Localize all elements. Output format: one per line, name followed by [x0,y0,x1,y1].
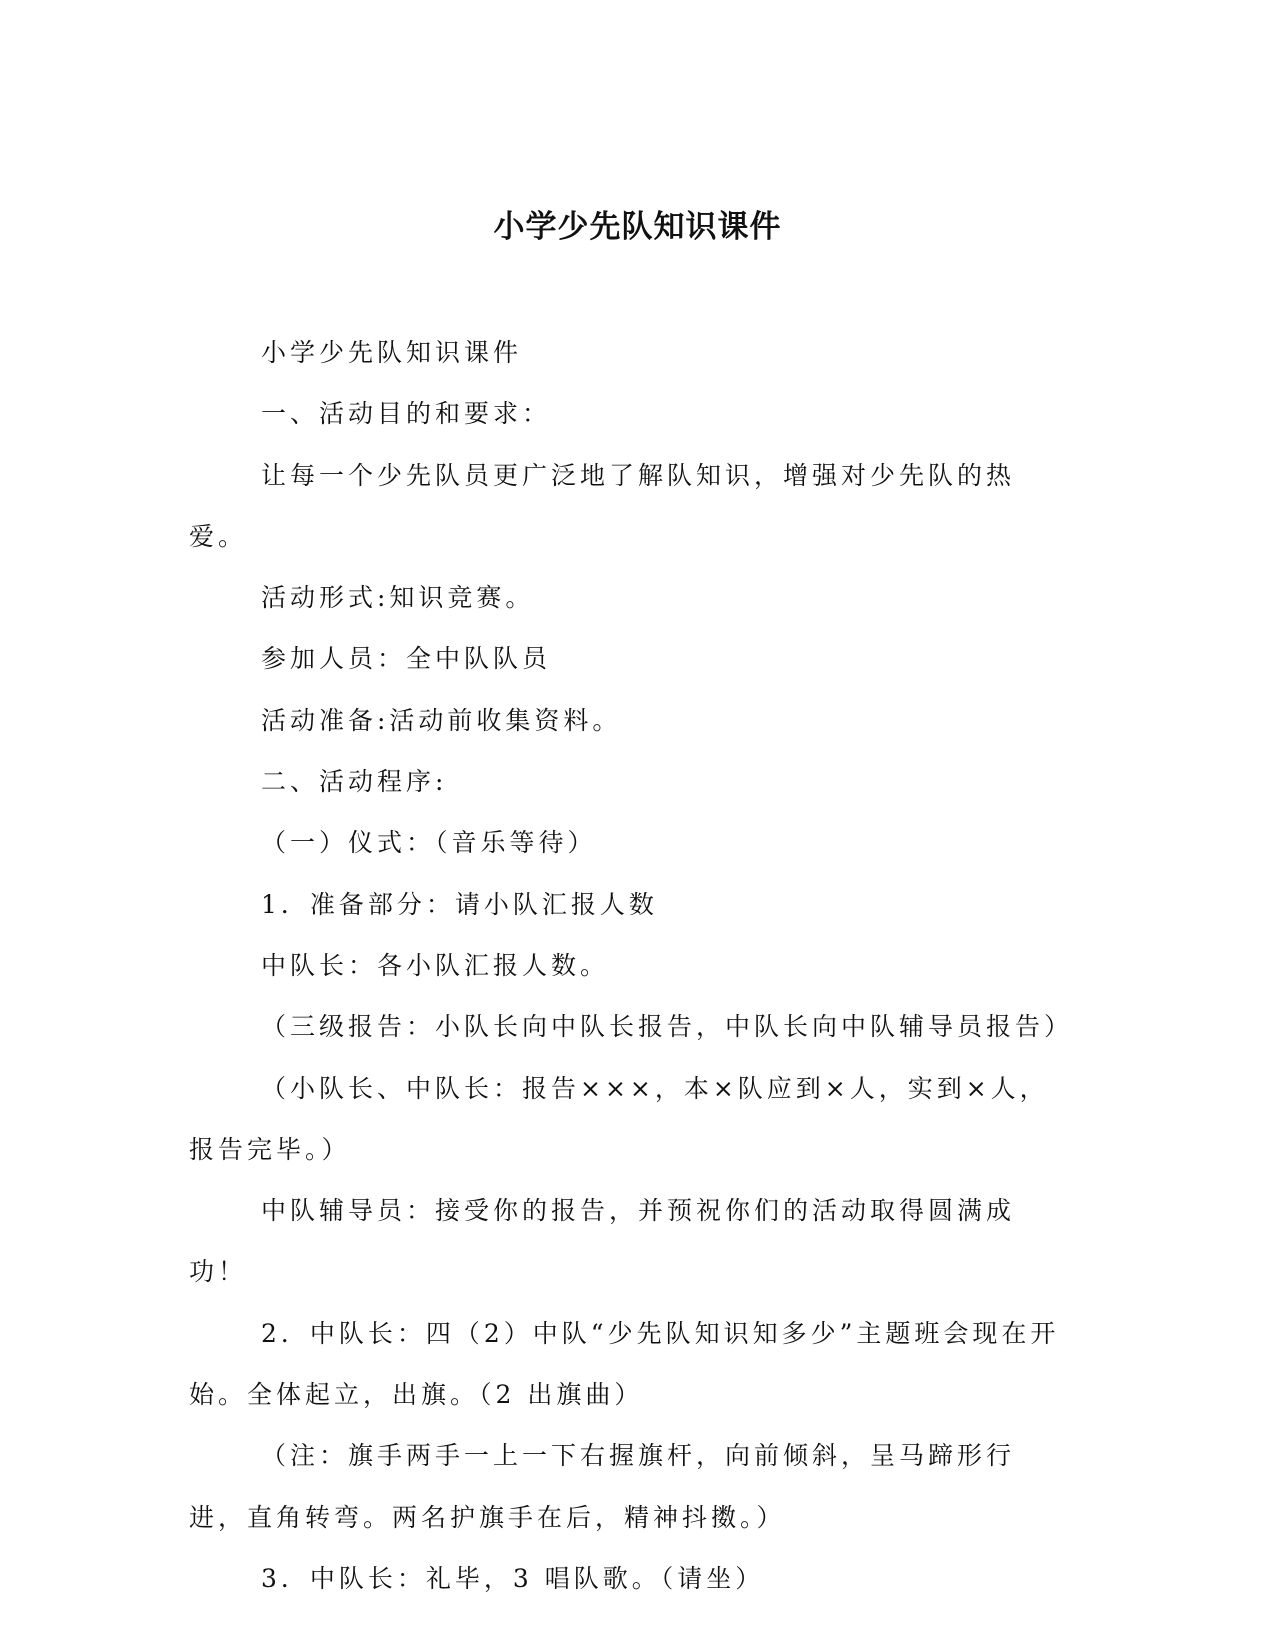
paragraph-ceremony: （一）仪式：（音乐等待） [261,828,597,858]
paragraph-participants: 参加人员：全中队队员 [261,644,552,674]
paragraph-section-1-heading: 一、活动目的和要求： [261,399,552,429]
paragraph-report-script: （小队长、中队长：报告×××，本×队应到×人，实到×人，报告完毕。） [189,1073,1049,1164]
paragraph-captain-report: 中队长：各小队汇报人数。 [261,950,610,980]
document-title: 小学少先队知识课件 [493,209,782,245]
paragraph-subtitle: 小学少先队知识课件 [261,338,523,367]
paragraph-step-3: 3．中队长：礼毕，3 唱队歌。（请坐） [261,1563,765,1593]
paragraph-three-level-report: （三级报告：小队长向中队长报告，中队长向中队辅导员报告） [261,1012,1074,1042]
paragraph-step-2: 2．中队长：四（2）中队“少先队知识知多少”主题班会现在开始。全体起立，出旗。（2 出旗曲） [189,1318,1060,1410]
paragraph-counselor-reply: 中队辅导员：接受你的报告，并预祝你们的活动取得圆满成功！ [189,1196,1016,1287]
paragraph-preparation: 活动准备:活动前收集资料。 [261,705,622,735]
document-body [189,322,1074,1609]
paragraph-flag-note: （注：旗手两手一上一下右握旗杆，向前倾斜，呈马蹄形行进，直角转弯。两名护旗手在后，精神抖擞。） [189,1441,1016,1532]
paragraph-purpose: 让每一个少先队员更广泛地了解队知识，增强对少先队的热爱。 [189,460,1016,551]
paragraph-step-1: 1．准备部分：请小队汇报人数 [261,889,658,919]
paragraph-section-2-heading: 二、活动程序: [261,767,448,797]
paragraph-activity-form: 活动形式:知识竞赛。 [261,583,535,613]
